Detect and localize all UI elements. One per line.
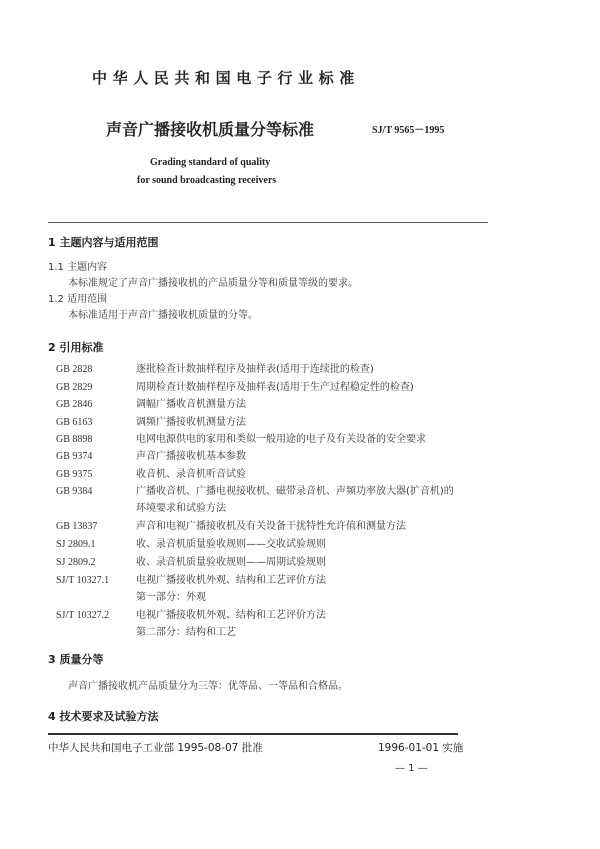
footer-divider [48, 733, 458, 735]
reference-title: 调幅广播收音机测量方法 [136, 399, 246, 410]
reference-title-cont: 第二部分：结构和工艺 [136, 627, 236, 638]
reference-code: SJ/T 10327.1 [56, 575, 110, 586]
section-2-heading: 2 引用标准 [48, 341, 104, 354]
reference-title-cont: 第一部分：外观 [136, 592, 206, 603]
reference-title: 收、录音机质量验收规则——交收试验规则 [136, 539, 326, 550]
reference-code: GB 9374 [56, 451, 93, 462]
section-3-heading: 3 质量分等 [48, 653, 104, 666]
reference-title: 电视广播接收机外观、结构和工艺评价方法 [136, 610, 326, 621]
reference-title: 声音广播接收机基本参数 [136, 451, 246, 462]
document-title: 声音广播接收机质量分等标准 [106, 120, 315, 139]
reference-code: GB 13837 [56, 521, 98, 532]
page-number: — 1 — [395, 763, 428, 774]
reference-code: SJ/T 10327.2 [56, 610, 110, 621]
section-1-2-heading: 1.2 适用范围 [48, 294, 108, 305]
reference-title-cont: 环境要求和试验方法 [136, 503, 226, 514]
issuing-body: 中华人民共和国电子行业标准 [92, 69, 360, 87]
reference-title: 声音和电视广播接收机及有关设备干扰特性允许值和测量方法 [136, 521, 406, 532]
header-divider [48, 222, 488, 223]
section-1-1-heading: 1.1 主题内容 [48, 262, 108, 273]
english-title-line1: Grading standard of quality [150, 157, 271, 168]
reference-title: 电网电源供电的家用和类似一般用途的电子及有关设备的安全要求 [136, 434, 426, 445]
reference-title: 周期检查计数抽样程序及抽样表(适用于生产过程稳定性的检查) [136, 382, 414, 393]
english-title-line2: for sound broadcasting receivers [137, 175, 277, 186]
reference-code: GB 9375 [56, 469, 93, 480]
reference-title: 收、录音机质量验收规则——周期试验规则 [136, 557, 326, 568]
reference-code: GB 2846 [56, 399, 93, 410]
standard-code: SJ/T 9565－1995 [372, 125, 445, 136]
approval-info: 中华人民共和国电子工业部 1995-08-07 批准 [48, 742, 263, 754]
reference-code: GB 2829 [56, 382, 93, 393]
section-3-text: 声音广播接收机产品质量分为三等：优等品、一等品和合格品。 [68, 681, 348, 692]
section-1-2-text: 本标准适用于声音广播接收机质量的分等。 [68, 310, 258, 321]
reference-code: GB 6163 [56, 417, 93, 428]
reference-code: GB 9384 [56, 486, 93, 497]
reference-code: GB 8898 [56, 434, 93, 445]
reference-code: SJ 2809.2 [56, 557, 96, 568]
effective-date: 1996-01-01 实施 [378, 742, 464, 754]
reference-title: 调频广播接收机测量方法 [136, 417, 246, 428]
section-1-heading: 1 主题内容与适用范围 [48, 236, 159, 249]
reference-title: 电视广播接收机外观、结构和工艺评价方法 [136, 575, 326, 586]
reference-title: 逐批检查计数抽样程序及抽样表(适用于连续批的检查) [136, 364, 374, 375]
section-4-heading: 4 技术要求及试验方法 [48, 710, 159, 723]
reference-code: SJ 2809.1 [56, 539, 96, 550]
reference-code: GB 2828 [56, 364, 93, 375]
reference-title: 收音机、录音机听音试验 [136, 469, 246, 480]
section-1-1-text: 本标准规定了声音广播接收机的产品质量分等和质量等级的要求。 [68, 278, 358, 289]
reference-title: 广播收音机、广播电视接收机、磁带录音机、声频功率放大器(扩音机)的 [136, 486, 454, 497]
